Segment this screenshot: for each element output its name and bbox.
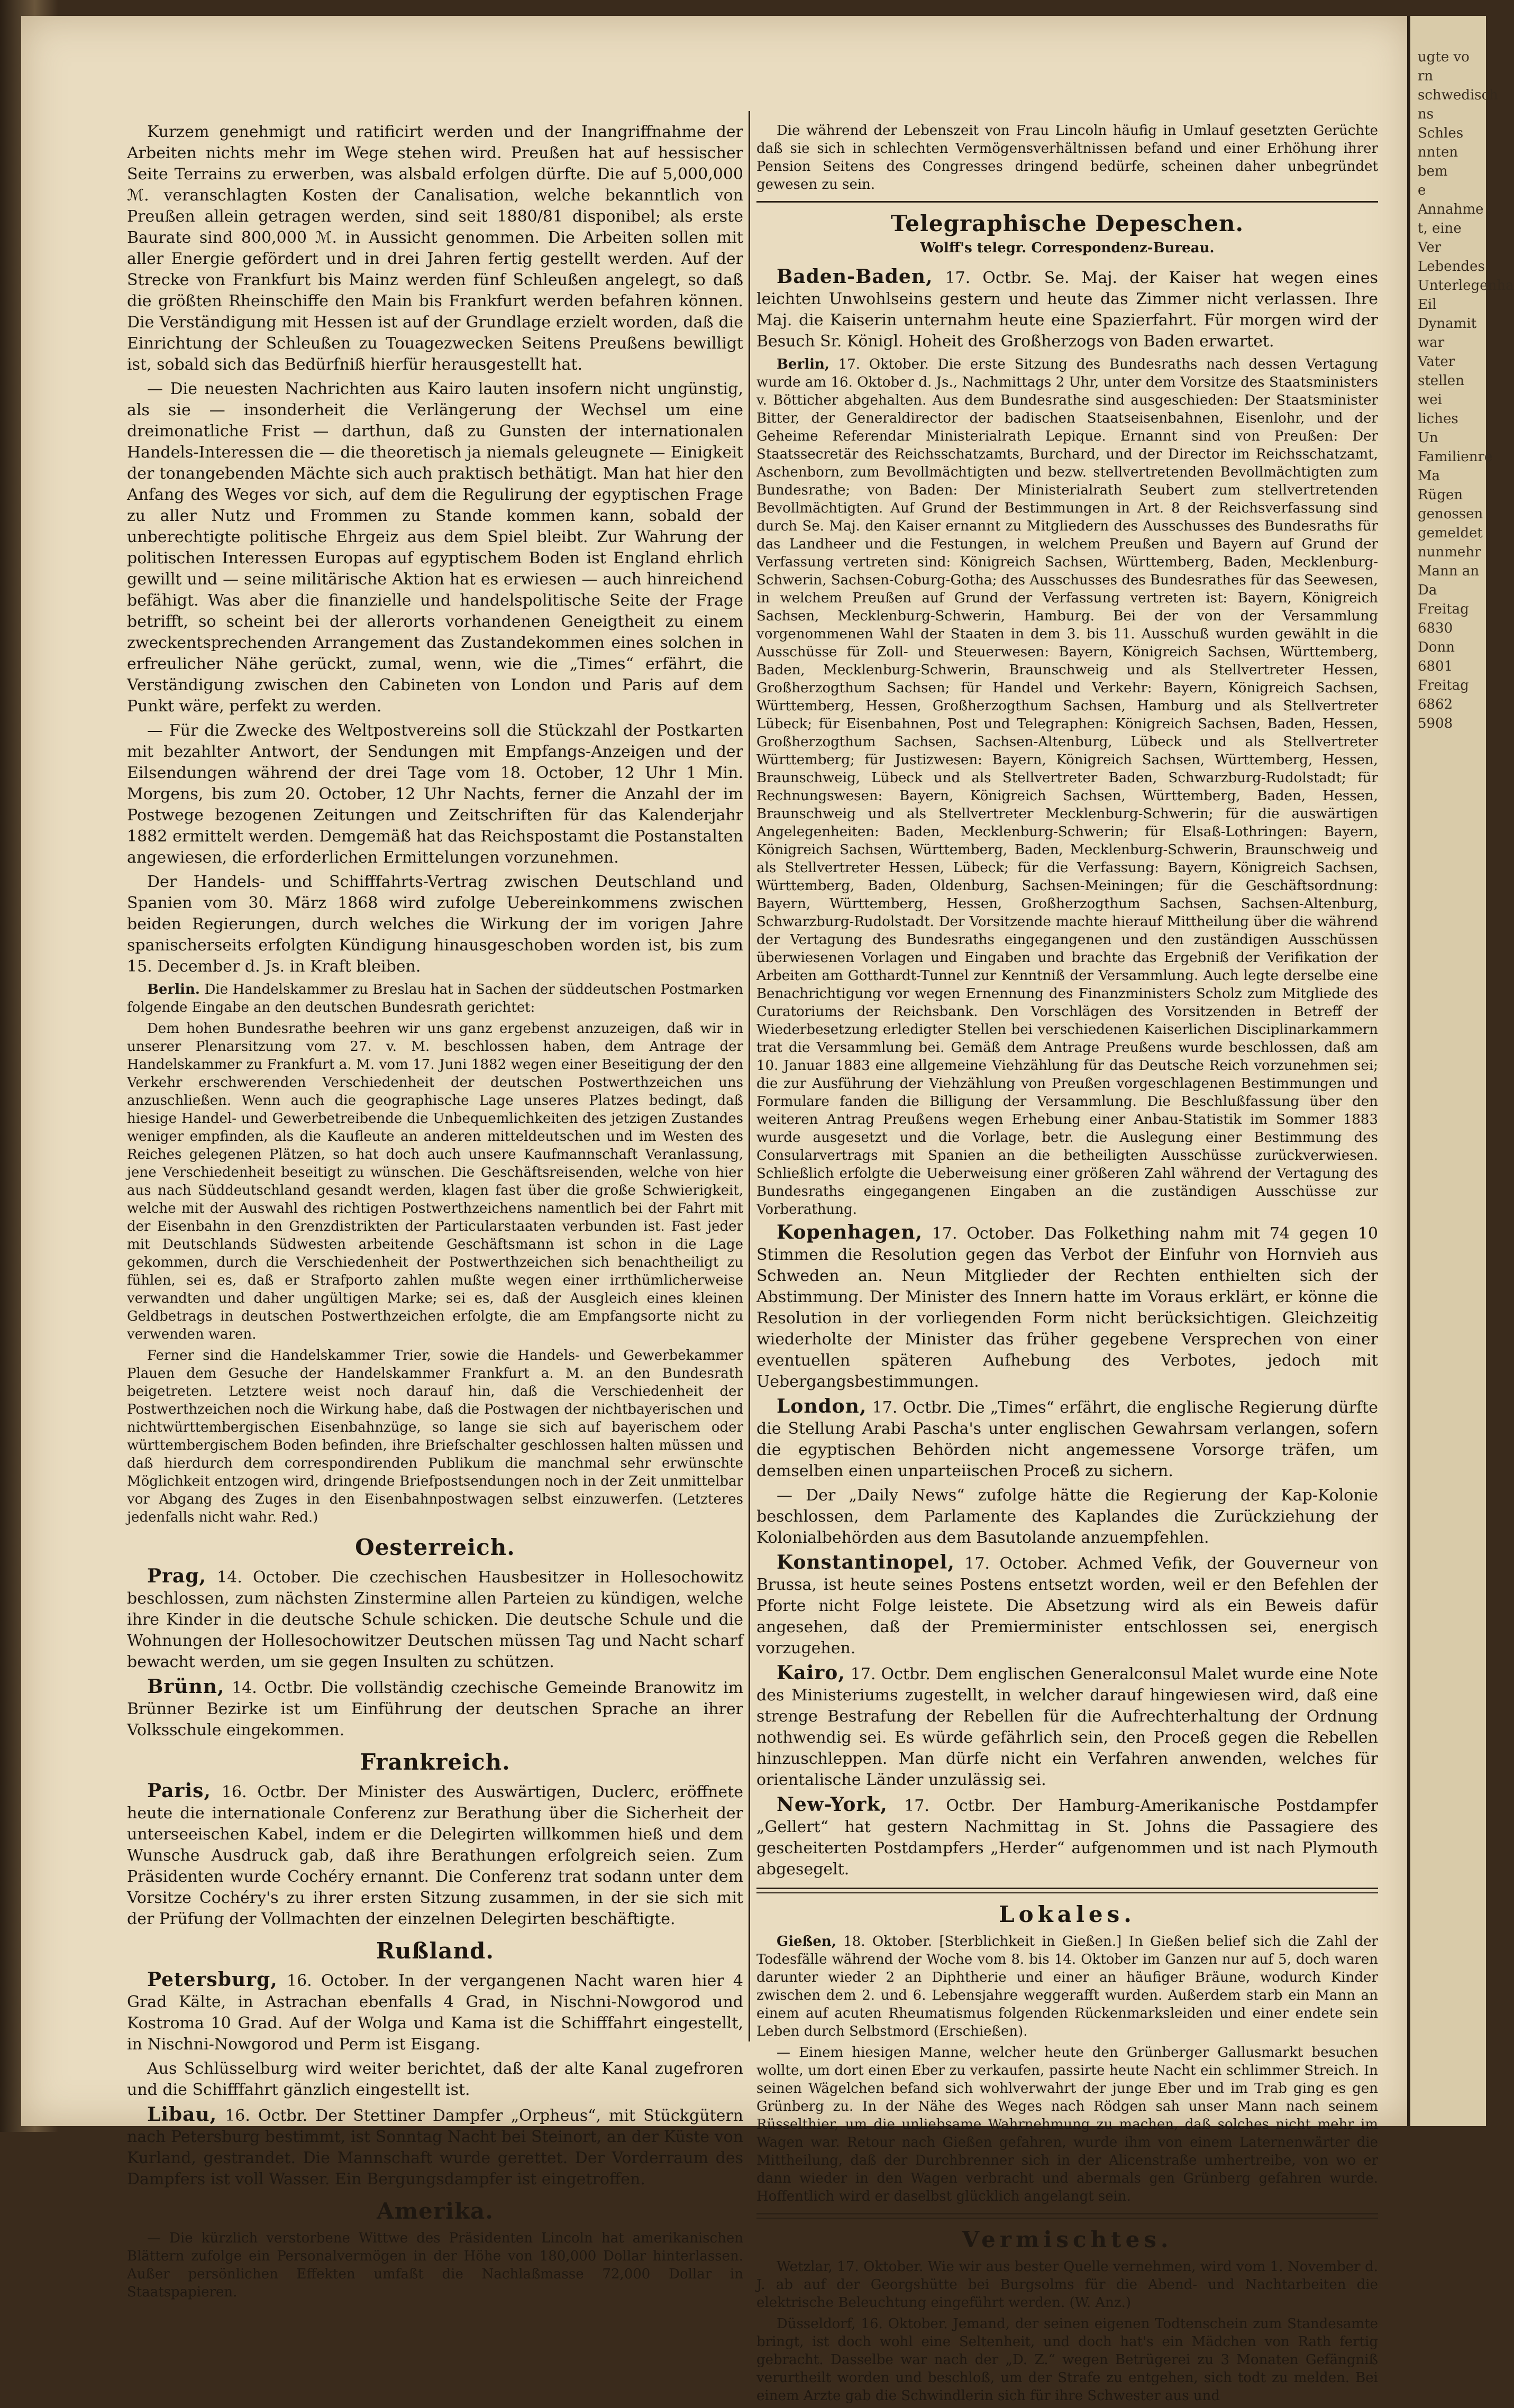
dateline: Libau, <box>147 2103 217 2126</box>
article-paragraph: Die während der Lebenszeit von Frau Lincoln häufig in Umlauf gesetzten Gerüchte daß sie sich in schlechten Vermögensverhältnissen befand und einer Erhöhung ihrer Pension Seitens des Congresses dringend bedürfe, scheinen daher unbegründet gewesen zu sein. <box>756 123 1378 193</box>
article-text: 17. Octbr. Die „Times“ erfährt, die englische Regierung dürfte die Stellung Arabi Pascha's unter englischen Gewahrsam verlangen, sofern die egyptischen Behörden nicht angemessene Vorsorge träfen, um demselben einen unparteiischen Proceß zu sichern. <box>756 1398 1378 1480</box>
dateline: Kopenhagen, <box>777 1221 923 1243</box>
baden-item <box>756 266 1378 352</box>
column-rule <box>749 111 750 2041</box>
article-paragraph: Dem hohen Bundesrathe beehren wir uns ganz ergebenst anzuzeigen, daß wir in unserer Plenarsitzung vom 27. v. M. beschlossen haben, dem Antrage der Handelskammer zu Frankfurt a. M. vom 17. Juni 1882 wegen einer Beseitigung der den Verkehr erschwerenden Verschiedenheit der deutschen Postwerthzeichen uns anzuschließen. Wenn auch die geographische Lage unseres Platzes bedingt, daß hiesige Handel- und Gewerbetreibende die Unbequemlichkeiten des jetzigen Zustandes weniger empfinden, als die Kaufleute an anderen mitteldeutschen und im Westen des Reiches gelegenen Plätzen, so hat doch auch unsere Kaufmannschaft Veranlassung, jene Verschiedenheit beseitigt zu wünschen. Die Geschäftsreisenden, welche von hier aus nach Süddeutschland gesandt werden, klagen fast über die große Schwierigkeit, welche mit der Auswahl des richtigen Postwerthzeichens namentlich bei der Fahrt mit der Eisenbahn in den Grenzdistrikten der Particularstaaten verbunden ist. Fast jeder mit Deutschlands Südwesten arbeitende Geschäftsmann ist schon in die Lage gekommen, durch die Verschiedenheit der Postwerthzeichen sich benachtheiligt zu fühlen, sei es, daß er Strafporto zahlen mußte wegen einer irrthümlicherweise verwandten und daher ungültigen Marke; sei es, daß der Ausgleich eines kleinen Geldbetrags in deutschen Postwerthzeichen erfolgte, die am Empfangsorte nicht zu verwenden waren. <box>127 1021 743 1342</box>
article-paragraph: Aus Schlüsselburg wird weiter berichtet, daß der alte Kanal zugefroren und die Schifffahrt gänzlich eingestellt ist. <box>127 2059 743 2099</box>
dateline: Berlin. <box>147 982 200 997</box>
dateline: Paris, <box>147 1780 211 1802</box>
article-text: 16. Octbr. Der Minister des Auswärtigen, Duclerc, eröffnete heute die internationale Conferenz zur Berathung über die Sicherheit der unterseeischen Kabel, indem er die Delegirten willkommen hieß und dem Wunsche Ausdruck gab, daß ihre Berathungen erfolgreich seien. Zum Präsidenten wurde Cochéry ernannt. Die Conferenz trat sodann unter dem Vorsitze Cochéry's zu ihrer ersten Sitzung zusammen, in der sie sich mit der Prüfung der Vollmachten der einzelnen Delegirten beschäftigte. <box>127 1783 743 1928</box>
adjacent-page-edge <box>1407 16 1514 2126</box>
article-text: 14. October. Die czechischen Hausbesitzer in Hollesochowitz beschlossen, zum nächsten Zinstermine allen Parteien zu kündigen, welche ihre Kinder in die deutsche Schule schicken. Die deutsche Schule und die Wohnungen der Hollesochowitzer Deutschen müssen Tag und Nacht scharf bewacht werden, um sie gegen Insulten zu schützen. <box>127 1568 743 1671</box>
article-text: 14. Octbr. Die vollständig czechische Gemeinde Branowitz im Brünner Bezirke ist um Einführung der deutschen Sprache an ihrer Volksschule eingekommen. <box>127 1679 743 1739</box>
konstantinopel-item <box>756 1552 1378 1659</box>
prag-item <box>127 1565 743 1673</box>
dateline: Prag, <box>147 1565 207 1587</box>
dateline: Konstantinopel, <box>777 1551 955 1573</box>
article-text: 17. Octbr. Der Hamburg-Amerikanische Postdampfer „Gellert“ hat gestern Nachmittag in St. Johns die Passagiere des gescheiterten Postdampfers „Herder“ aufgenommen und ist nach Plymouth abgesegelt. <box>756 1797 1378 1879</box>
article-paragraph: Kurzem genehmigt und ratificirt werden und der Inangriffnahme der Arbeiten nichts mehr im Wege stehen wird. Preußen hat auf hessischer Seite Terrains zu erwerben, was alsbald erfolgen dürfte. Die auf 5,000,000 ℳ. veranschlagten Kosten der Canalisation, welche bekanntlich von Preußen allein getragen werden, sind seit 1880/81 disponibel; als erste Baurate sind 800,000 ℳ. in Aussicht genommen. Die Arbeiten sollen mit aller Energie gefördert und in drei Jahren fertig gestellt werden. Auf der Strecke von Frankfurt bis Mainz werden fünf Schleußen angelegt, so daß die größten Rheinschiffe den Main bis Frankfurt werden befahren können. Die Verständigung mit Hessen ist auf der Grundlage erzielt worden, daß die Einrichtung der Schleußen zu Touagezwecken Seitens Preußens bewilligt ist, sobald sich das Bedürfniß hierfür herausgestellt hat. <box>127 123 743 374</box>
section-heading-frankreich: Frankreich. <box>360 1749 510 1775</box>
newyork-item <box>756 1794 1378 1880</box>
berlin-item <box>127 981 743 1017</box>
article-paragraph: Düsseldorf, 16. Oktober. Jemand, der seinen eigenen Todtenschein zum Standesamte bringt, ist doch wohl eine Seltenheit, und doch hat's ein Mädchen von Rath fertig gebracht. Dasselbe war nach der „D. Z.“ wegen Betrügerei zu 3 Monaten Gefängniß verurtheilt worden und beschloß, um der Strafe zu entgehen, sich todt zu melden. Bei einem Arzte gab die Schwindlerin sich für ihre Schwester aus und <box>756 2316 1378 2404</box>
left-column <box>127 122 743 2304</box>
divider <box>756 2213 1378 2219</box>
article-text: 17. Oktober. Die erste Sitzung des Bundesraths nach dessen Vertagung wurde am 16. Oktober d. Js., Nachmittags 2 Uhr, unter dem Vorsitze des Staatsministers v. Bötticher abgehalten. Aus dem Bundesrathe sind ausgeschieden: Der Staatsminister Bitter, der Generaldirector der badischen Staatseisenbahnen, Eisenlohr, und der Geheime Referendar Ministerialrath Lepique. Ernannt sind von Preußen: Der Staatssecretär des Reichsschatzamts, Burchard, und der Director im Reichsschatzamt, Aschenborn, zum Bevollmächtigten und bezw. stellvertretenden Bevollmächtigten zum Bundesrathe; von Baden: Der Ministerialrath Seubert zum stellvertretenden Bevollmächtigten. Auf Grund der Bestimmungen in Art. 8 der Reichsverfassung sind durch Se. Maj. den Kaiser ernannt zu Mitgliedern des Ausschusses des Bundesraths für das Landheer und die Festungen, in welchem Preußen und Bayern auf Grund der Verfassung vertreten sind: Königreich Sachsen, Württemberg, Baden, Mecklenburg-Schwerin, Sachsen-Coburg-Gotha; des Ausschusses des Bundesrathes für das Seewesen, in welchem Preußen auf Grund der Verfassung vertreten ist: Bayern, Königreich Sachsen, Mecklenburg-Schwerin, Hamburg. Bei der von der Versammlung vorgenommenen Wahl der Staaten in dem 3. bis 11. Ausschuß wurden gewählt in die Ausschüsse für Zoll- und Steuerwesen: Bayern, Königreich Sachsen, Württemberg, Baden, Mecklenburg-Schwerin, Braunschweig und als Stellvertreter Hessen, Großherzogthum Sachsen; für Handel und Verkehr: Bayern, Königreich Sachsen, Württemberg, Hessen, Großherzogthum Sachsen, Hamburg und als Stellvertreter Lübeck; für Eisenbahnen, Post und Telegraphen: Königreich Sachsen, Baden, Hessen, Großherzogthum Sachsen, Sachsen-Altenburg, Lübeck und als Stellvertreter Württemberg; für Justizwesen: Bayern, Königreich Sachsen, Württemberg, Hessen, Braunschweig, Lübeck und als Stellvertreter Baden, Schwarzburg-Rudolstadt; für Rechnungswesen: Bayern, Königreich Sachsen, Württemberg, Baden, Hessen, Braunschweig und als Stellvertreter Mecklenburg-Schwerin; für die auswärtigen Angelegenheiten: Baden, Mecklenburg-Schwerin; für Elsaß-Lothringen: Bayern, Königreich Sachsen, Württemberg, Baden, Mecklenburg-Schwerin, Braunschweig und als Stellvertreter Hessen, Lübeck; für die Verfassung: Bayern, Königreich Sachsen, Württemberg, Baden, Oldenburg, Sachsen-Meiningen; für die Geschäftsordnung: Bayern, Württemberg, Hessen, Großherzogthum Sachsen, Sachsen-Altenburg, Schwarzburg-Rudolstadt. Der Vorsitzende machte hierauf Mittheilung über die während der Vertagung des Bundesraths eingegangenen und den zuständigen Ausschüssen überwiesenen Vorlagen und Eingaben und brachte das Ergebniß der Verifikation der Arbeiten am Gotthardt-Tunnel zur Kenntniß der Versammlung. Auch legte derselbe eine Benachrichtigung vor wegen Ernennung des Finanzministers Scholz zum Mitgliede des Curatoriums der Reichsbank. Den Vorschlägen des Vorsitzenden in Betreff der Wiederbesetzung erledigter Stellen bei verschiedenen Kaiserlichen Disciplinarkammern trat die Versammlung bei. Gemäß dem Antrage Preußens wurde beschlossen, daß am 10. Januar 1883 eine allgemeine Viehzählung für das Deutsche Reich vorzunehmen sei; die zur Ausführung der Viehzählung von Preußen vorgeschlagenen Bestimmungen und Formulare fanden die Billigung der Versammlung. Die Beschlußfassung über den weiteren Antrag Preußens wegen Erhebung einer Anbau-Statistik im Sommer 1883 wurde ausgesetzt und die Vorlage, betr. die Auslegung einer Bestimmung des Consularvertrags mit Spanien an die betheiligten Ausschüsse zurückverwiesen. Schließlich erfolgte die Ueberweisung einer größeren Zahl während der Vertagung des Bundesraths eingegangenen Eingaben an die zuständigen Ausschüsse zur Vorberathung. <box>756 356 1379 1217</box>
article-text: 17. Octbr. Dem englischen Generalconsul Malet wurde eine Note des Ministeriums zugestellt, in welcher darauf hingewiesen wird, daß eine strenge Bestrafung der Rebellen für die Aufrechterhaltung der Ordnung nothwendig sei. Es würde gefährlich sein, den Proceß gegen die Rebellen hinzuschleppen. Man dürfe nicht ein Verfahren anwenden, welches für orientalische Länder unzulässig sei. <box>756 1665 1378 1789</box>
section-heading-oesterreich: Oesterreich. <box>355 1534 515 1560</box>
dateline: Brünn, <box>147 1675 225 1698</box>
article-text: Die Handelskammer zu Breslau hat in Sachen der süddeutschen Postmarken folgende Eingabe an den deutschen Bundesrath gerichtet: <box>127 982 743 1015</box>
article-paragraph: Ferner sind die Handelskammer Trier, sowie die Handels- und Gewerbekammer Plauen dem Gesuche der Handelskammer Frankfurt a. M. an den Bundesrath beigetreten. Letztere weist noch darauf hin, daß die Verschiedenheit der Postwerthzeichen noch die Wirkung habe, daß die Postwagen der nichtbayerischen und nichtwürttembergischen Eisenbahnzüge, so lange sie sich auf bayerischem oder württembergischem Boden befinden, ihre Briefschalter geschlossen halten müssen und daß hierdurch dem correspondirenden Publikum die manchmal sehr erwünschte Möglichkeit entzogen wird, dringende Briefpostsendungen noch in der Zeit unmittelbar vor Abgang des Zuges in den Eisenbahnpostwagen selbst einzuwerfen. (Letzteres jedenfalls nicht wahr. Red.) <box>127 1348 743 1525</box>
article-text: 16. October. In der vergangenen Nacht waren hier 4 Grad Kälte, in Astrachan ebenfalls 4 Grad, in Nischni-Nowgorod und Kostroma 10 Grad. Auf der Wolga und Kama ist die Schifffahrt eingestellt, in Nischni-Nowgorod und Perm ist Eisgang. <box>127 1972 743 2054</box>
dateline: London, <box>777 1395 867 1417</box>
section-heading-telegraph: Telegraphische Depeschen. <box>890 210 1244 236</box>
bruenn-item <box>127 1676 743 1741</box>
article-paragraph: Wetzlar, 17. Oktober. Wie wir aus bester Quelle vernehmen, wird vom 1. November d. J. ab auf der Georgshütte bei Burgsolms für die Abend- und Nachtarbeiten die elektrische Beleuchtung eingeführt werden. (W. Anz.) <box>756 2259 1378 2311</box>
section-subheading: Wolff's telegr. Correspondenz-Bureau. <box>920 240 1215 256</box>
dateline: Kairo, <box>777 1662 845 1684</box>
article-text: 18. Oktober. [Sterblichkeit in Gießen.] In Gießen belief sich die Zahl der Todesfälle während der Woche vom 8. bis 14. Oktober im Ganzen nur auf 5, doch waren darunter wieder 2 an Diphtherie und einer an häufiger Bräune, wodurch Kinder zwischen dem 2. und 6. Lebensjahre weggerafft wurden. Außerdem starb ein Mann an einem auf acuten Rheumatismus folgenden Rückenmarksleiden und einer endete sein Leben durch Selbstmord (Erschießen). <box>756 1934 1379 2039</box>
article-text: 16. Octbr. Der Stettiner Dampfer „Orpheus“, mit Stückgütern nach Petersburg bestimmt, ist Sonntag Nacht bei Steinort, an der Küste von Kurland, gestrandet. Die Mannschaft wurde gerettet. Der Vorderraum des Dampfers ist voll Wasser. Ein Bergungsdampfer ist eingetroffen. <box>127 2107 743 2189</box>
libau-item <box>127 2104 743 2190</box>
divider <box>756 1888 1378 1893</box>
paris-item <box>127 1780 743 1930</box>
kairo-item <box>756 1662 1378 1791</box>
dateline: New-York, <box>777 1793 888 1816</box>
dateline: Gießen, <box>777 1934 836 1949</box>
article-paragraph: Der Handels- und Schifffahrts-Vertrag zwischen Deutschland und Spanien vom 30. März 1868 wird zufolge Uebereinkommens zwischen beiden Regierungen, durch welches die Wirkung der im vorigen Jahre spanischerseits erfolgten Kündigung hinausgeschoben worden ist, bis zum 15. December d. Js. in Kraft bleiben. <box>127 873 743 976</box>
section-heading-vermischtes: Vermischtes. <box>962 2227 1173 2253</box>
dateline: Berlin, <box>777 356 829 372</box>
section-heading-amerika: Amerika. <box>377 2198 494 2224</box>
giessen-item <box>756 1933 1378 2040</box>
london-item <box>756 1396 1378 1482</box>
right-column <box>756 122 1378 2408</box>
kopenhagen-item <box>756 1222 1378 1393</box>
adjacent-page-fragments: ugte vo rn schwedisch ns Schles nnten bem e Annahme t, eine Ver Lebendes Unterlegenha Eil Dynamit war Vater stellen wei liches Un Familienre Ma Rügen genossen gemeldet nunmehr Mann an Da Freitag 6830 Donn 6801 Freitag 6862 5908 <box>1418 49 1514 731</box>
section-heading-russland: Rußland. <box>376 1938 495 1964</box>
article-paragraph: — Die kürzlich verstorbene Wittwe des Präsidenten Lincoln hat amerikanischen Blättern zufolge ein Personalvermögen in der Höhe von 180,000 Dollar hinterlassen. Außer persönlichen Effekten umfaßt die Nachlaßmasse 72,000 Dollar in Staatspapieren. <box>127 2230 743 2300</box>
article-paragraph: — Die neuesten Nachrichten aus Kairo lauten insofern nicht ungünstig, als sie — insonderheit die Verlängerung der Wechsel um eine dreimonatliche Frist — darthun, daß zu Gunsten der internationalen Handels-Interessen die — die theoretisch ja niemals geleugnete — Einigkeit der tonangebenden Mächte sich auch praktisch bethätigt. Man hat hier den Anfang des Weges vor sich, auf dem die Regulirung der egyptischen Frage zu aller Nutz und Frommen zu Stande kommen kann, sobald der unberechtigte politische Ehrgeiz aus dem Spiel bleibt. Zur Wahrung der politischen Interessen Europas auf egyptischem Boden ist England ehrlich gewillt und — seine militärische Aktion hat es erwiesen — auch hinreichend befähigt. Was aber die finanzielle und handelspolitische Seite der Frage betrifft, so scheint bei der allerorts vorhandenen Geneigtheit zu einem zweckentsprechenden Arrangement das Zustandekommen eines solchen in erfreulicher Nähe gerückt, zumal, wenn, wie die „Times“ erfährt, die Verständigung zwischen den Cabineten von London und Paris auf dem Punkt wäre, perfekt zu werden. <box>127 380 743 716</box>
article-paragraph: — Der „Daily News“ zufolge hätte die Regierung der Kap-Kolonie beschlossen, dem Parlamente des Kaplandes die Zurückziehung der Kolonialbehörden aus dem Basutolande anzuempfehlen. <box>756 1486 1378 1547</box>
divider <box>756 201 1378 203</box>
berlin-telegram <box>756 355 1378 1219</box>
section-heading-lokales: Lokales. <box>999 1901 1136 1927</box>
dateline: Petersburg, <box>147 1968 278 1991</box>
petersburg-item <box>127 1969 743 2055</box>
article-paragraph: — Für die Zwecke des Weltpostvereins soll die Stückzahl der Postkarten mit bezahlter Antwort, der Sendungen mit Empfangs-Anzeigen und der Eilsendungen während der drei Tage vom 18. October, 12 Uhr 1 Min. Morgens, bis zum 20. October, 12 Uhr Nachts, ferner die Anzahl der im Postwege bezogenen Zeitungen und Zeitschriften für das Kalenderjahr 1882 ermittelt werden. Demgemäß hat das Reichspostamt die Postanstalten angewiesen, die erforderlichen Ermittelungen vorzunehmen. <box>127 721 743 867</box>
dateline: Baden-Baden, <box>777 265 933 288</box>
article-paragraph: — Einem hiesigen Manne, welcher heute den Grünberger Gallusmarkt besuchen wollte, um dort einen Eber zu verkaufen, passirte heute Nacht ein schlimmer Streich. In seinen Wägelchen befand sich wohlverwahrt der junge Eber und im Trab ging es gen Grünberg zu. In der Nähe des Weges nach Rödgen sah unser Mann nach seinem Rüsselthier, um die unliebsame Wahrnehmung zu machen, daß solches nicht mehr im Wagen war. Retour nach Gießen gefahren, wurde ihm von einem Laternenwärter die Mittheilung, daß der Durchbrenner sich in der Alicenstraße umhertreibe, von wo er dann wieder in den Wagen verbracht und abermals gen Grünberg gefahren wurde. Hoffentlich wird er daselbst glücklich angelangt sein. <box>756 2045 1378 2204</box>
article-text: 17. Octbr. Se. Maj. der Kaiser hat wegen eines leichten Unwohlseins gestern und heute das Zimmer nicht verlassen. Ihre Maj. die Kaiserin unternahm heute eine Spazierfahrt. Für morgen wird der Besuch Sr. Königl. Hoheit des Großherzogs von Baden erwartet. <box>756 269 1378 351</box>
article-text: 17. October. Achmed Vefik, der Gouverneur von Brussa, ist heute seines Postens entsetzt worden, weil er den Befehlen der Pforte nicht Folge leistete. Die Absetzung wird als ein Beweis dafür angesehen, daß der Premierminister entschlossen sei, energisch vorzugehen. <box>756 1554 1378 1658</box>
article-text: 17. October. Das Folkething nahm mit 74 gegen 10 Stimmen die Resolution gegen das Verbot der Einfuhr von Hornvieh aus Schweden an. Neun Mitglieder der Rechten enthielten sich der Abstimmung. Der Minister des Innern hatte im Voraus erklärt, er könne die Resolution in der vorliegenden Form nicht berücksichtigen. Gleichzeitig wiederholte der Minister das früher gegebene Versprechen von einer eventuellen späteren Aufhebung des Verbotes, jedoch mit Uebergangsbestimmungen. <box>756 1224 1378 1391</box>
